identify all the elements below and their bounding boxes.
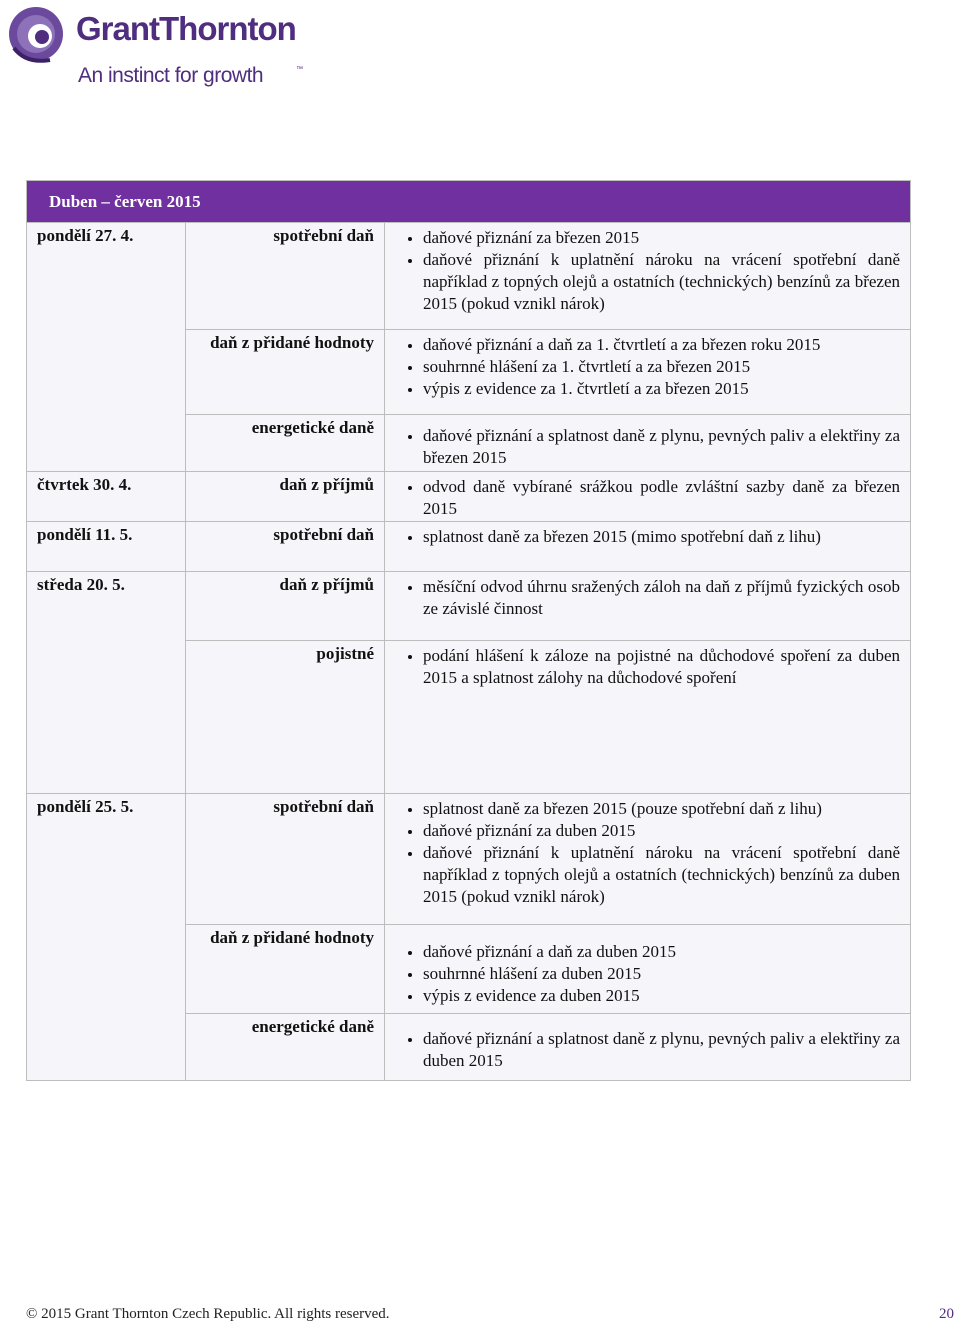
list-item: • měsíční odvod úhrnu sražených záloh na daň z příjmů fyzických osob ze závislé činnost (423, 576, 900, 620)
items-cell (385, 223, 911, 330)
category-cell: spotřební daň (186, 223, 385, 330)
table-row (27, 572, 911, 641)
list-item: • daňové přiznání k uplatnění nároku na vrácení spotřební daně například z topných olejů a ostatních (technických) benzínů za březen 2015 (pokud vznikl nárok) (423, 249, 900, 315)
category-cell: energetické daně (186, 1014, 385, 1081)
page-number: 20 (939, 1306, 954, 1322)
date-cell: pondělí 25. 5. (27, 794, 186, 1081)
deadline-list (399, 576, 900, 620)
list-item: • souhrnné hlášení za duben 2015 (423, 963, 900, 985)
list-item: • souhrnné hlášení za 1. čtvrtletí a za březen 2015 (423, 356, 900, 378)
deadline-list (399, 334, 900, 400)
table-row (27, 223, 911, 330)
items-cell (385, 330, 911, 415)
list-item: • výpis z evidence za 1. čtvrtletí a za březen 2015 (423, 378, 900, 400)
grant-thornton-swirl-icon (6, 4, 68, 66)
items-cell (385, 925, 911, 1014)
date-cell: středa 20. 5. (27, 572, 186, 794)
category-cell (186, 925, 385, 1014)
period-header: Duben – červen 2015 (27, 181, 911, 223)
date-cell: pondělí 27. 4. (27, 223, 186, 472)
category-cell: daň z příjmů (186, 472, 385, 522)
list-item: • daňové přiznání za březen 2015 (423, 227, 900, 249)
items-cell (385, 641, 911, 794)
table-row (27, 794, 911, 925)
deadline-list (399, 227, 900, 315)
list-item: • výpis z evidence za duben 2015 (423, 985, 900, 1007)
category-cell: pojistné (186, 641, 385, 794)
items-cell (385, 415, 911, 472)
category-cell: spotřební daň (186, 522, 385, 572)
list-item: • splatnost daně za březen 2015 (mimo spotřební daň z lihu) (423, 526, 900, 548)
deadline-list (399, 425, 900, 469)
list-item: • daňové přiznání a splatnost daně z plynu, pevných paliv a elektřiny za březen 2015 (423, 425, 900, 469)
category-label: daň z přidané hodnoty (210, 928, 374, 947)
brand-tagline: An instinct for growth (78, 64, 264, 87)
list-item: • daňové přiznání a splatnost daně z plynu, pevných paliv a elektřiny za duben 2015 (423, 1028, 900, 1072)
list-item: • daňové přiznání a daň za duben 2015 (423, 941, 900, 963)
table-row (27, 472, 911, 522)
category-cell (186, 330, 385, 415)
list-item: • daňové přiznání a daň za 1. čtvrtletí a za březen roku 2015 (423, 334, 900, 356)
list-item: • podání hlášení k záloze na pojistné na důchodové spoření za duben 2015 a splatnost zálohy na důchodové spoření (423, 645, 900, 689)
table-header-row (27, 181, 911, 223)
category-label: daň z přidané hodnoty (210, 333, 374, 352)
list-item: • daňové přiznání za duben 2015 (423, 820, 900, 842)
brand-name: GrantThornton (76, 10, 296, 47)
tax-calendar-table (26, 180, 911, 1081)
items-cell (385, 522, 911, 572)
deadline-list (399, 645, 900, 689)
trademark-mark: ™ (296, 66, 303, 73)
items-cell (385, 472, 911, 522)
list-item: • daňové přiznání k uplatnění nároku na vrácení spotřební daně například z topných olejů a ostatních (technických) benzínů za duben 2015 (pokud vznikl nárok) (423, 842, 900, 908)
deadline-list (399, 526, 900, 548)
copyright-footer: © 2015 Grant Thornton Czech Republic. All rights reserved. (26, 1306, 390, 1322)
date-cell: čtvrtek 30. 4. (27, 472, 186, 522)
list-item: • odvod daně vybírané srážkou podle zvláštní sazby daně za březen 2015 (423, 476, 900, 520)
category-cell: energetické daně (186, 415, 385, 472)
deadline-list (399, 476, 900, 520)
items-cell (385, 572, 911, 641)
deadline-list (399, 1028, 900, 1072)
category-cell: spotřební daň (186, 794, 385, 925)
items-cell (385, 794, 911, 925)
company-logo (6, 4, 306, 96)
items-cell (385, 1014, 911, 1081)
deadline-list (399, 798, 900, 908)
table-row (27, 522, 911, 572)
deadline-list (399, 941, 900, 1007)
category-cell: daň z příjmů (186, 572, 385, 641)
list-item: • splatnost daně za březen 2015 (pouze spotřební daň z lihu) (423, 798, 900, 820)
date-cell: pondělí 11. 5. (27, 522, 186, 572)
